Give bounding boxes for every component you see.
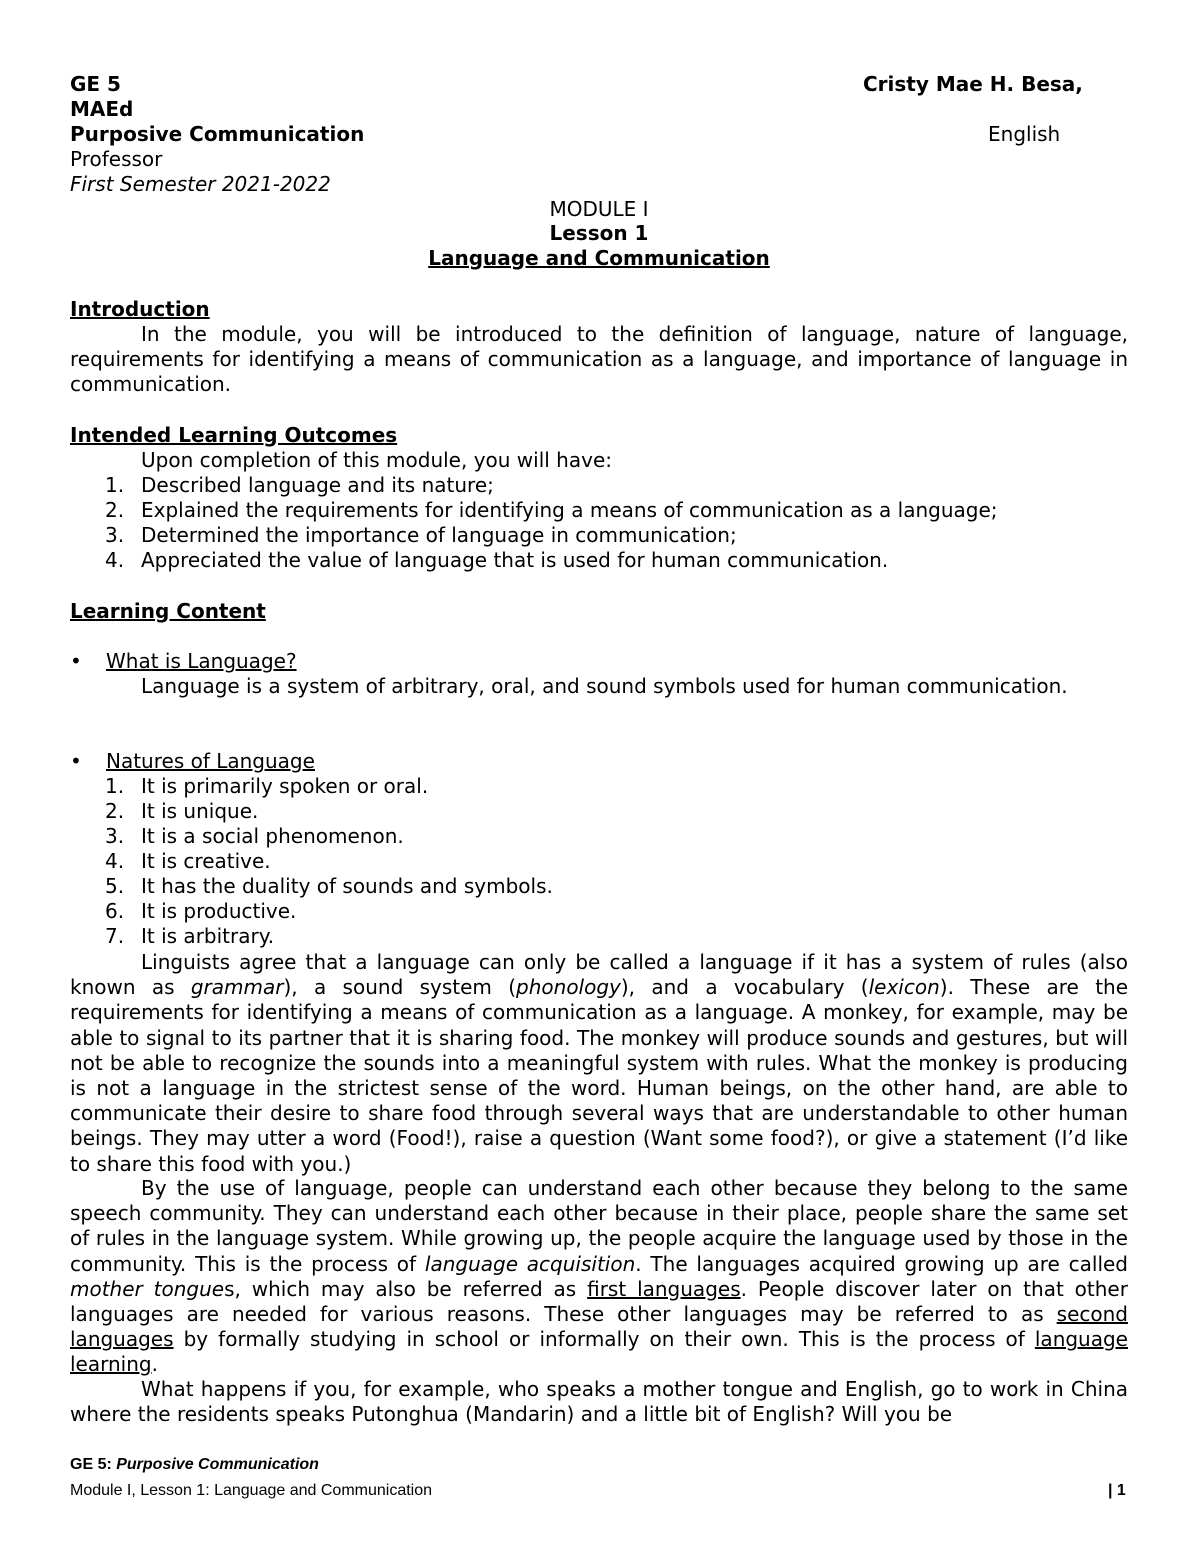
natures-heading: Natures of Language — [106, 749, 315, 773]
outcome-number: 3. — [105, 523, 125, 547]
text-run: s, which may also be referred as — [224, 1276, 588, 1301]
semester: First Semester 2021-2022 — [70, 172, 331, 196]
outcome-number: 4. — [105, 548, 125, 572]
bullet-icon: • — [70, 749, 82, 773]
learning-content-heading: Learning Content — [70, 599, 266, 623]
module-title: MODULE I — [549, 197, 649, 221]
text-run: ), a sound system ( — [283, 975, 517, 1000]
term-first-languages: first languages — [587, 1276, 741, 1301]
outcomes-heading: Intended Learning Outcomes — [70, 423, 398, 447]
nature-number: 1. — [105, 774, 125, 798]
nature-item: It is unique. — [141, 799, 259, 823]
china-paragraph: What happens if you, for example, who speaks a mother tongue and English, go to work in China where the residents speaks Putonghua (Mandarin) and a little bit of English? Will you be — [70, 1377, 1128, 1427]
outcome-item: Described language and its nature; — [141, 473, 494, 497]
text-run: . People discover later on that other languages are needed for various reasons. These other languages may be referred to as — [70, 1276, 1128, 1327]
nature-item: It is arbitrary. — [141, 924, 275, 948]
introduction-paragraph: In the module, you will be introduced to the definition of language, nature of language, requirements for identifying a means of communication as a language, and importance of language in communication. — [70, 322, 1128, 397]
topic-title — [70, 246, 1128, 271]
topic-title-text: Language and Communication — [428, 246, 770, 270]
professor-degree: MAEd — [70, 97, 134, 121]
nature-item: It is primarily spoken or oral. — [141, 774, 429, 798]
nature-item: It has the duality of sounds and symbols. — [141, 874, 553, 898]
nature-number: 3. — [105, 824, 125, 848]
outcome-item: Determined the importance of language in communication; — [141, 523, 737, 547]
bullet-icon: • — [70, 649, 82, 673]
language-definition: Language is a system of arbitrary, oral, and sound symbols used for human communication. — [141, 674, 1068, 698]
nature-number: 4. — [105, 849, 125, 873]
footer-course-prefix: GE 5: — [70, 1456, 117, 1473]
outcomes-lead: Upon completion of this module, you will have: — [141, 448, 612, 472]
lesson-title: Lesson 1 — [549, 221, 649, 245]
text-run: ). These are the requirements for identifying a means of communication as a language. A monkey, for example, may be able to signal to its partner that it is sharing food. The monkey will produce sounds and gestures, but will not be able to recognize the sounds into a meaningful system with rules. What the monkey is producing is not a language in the strictest sense of the word. Human beings, on the other hand, are able to communicate their desire to share food through several ways that are understandable to other human beings. They may utter a word (Food!), raise a question (Want some food?), or give a statement (I’d like to share this food with you.) — [70, 975, 1129, 1176]
outcome-number: 2. — [105, 498, 125, 522]
text-run: By the use of language, people can understand each other because they belong to the same speech community. They can understand each other because in their place, people share the same set of rules in the language system. While growing up, the people acquire the language used by those in the community. This is the process of — [70, 1176, 1128, 1276]
professor-title: Professor — [70, 147, 163, 171]
page-number: | 1 — [1108, 1482, 1126, 1499]
nature-item: It is a social phenomenon. — [141, 824, 404, 848]
outcome-item: Appreciated the value of language that is used for human communication. — [141, 548, 889, 572]
text-run: . — [151, 1352, 158, 1377]
speech-community-paragraph — [70, 1176, 1128, 1378]
term-language-acquisition: language acquisition — [424, 1251, 636, 1276]
course-code: GE 5 — [70, 72, 121, 96]
term-second-languages: second languages — [70, 1302, 1128, 1352]
outcome-item: Explained the requirements for identifying a means of communication as a language; — [141, 498, 998, 522]
term-mother-tongue: mother tongue — [70, 1276, 225, 1301]
text-run: Linguists agree that a language can only be called a language if it has a system of rules (also known as — [70, 950, 1128, 1000]
term-lexicon: lexicon — [868, 975, 940, 1000]
nature-number: 2. — [105, 799, 125, 823]
term-language-learning: language learning — [70, 1327, 1128, 1377]
what-is-language-heading: What is Language? — [106, 649, 297, 673]
outcome-number: 1. — [105, 473, 125, 497]
nature-number: 6. — [105, 899, 125, 923]
professor-name: Cristy Mae H. Besa, — [863, 72, 1083, 96]
footer-course-name: Purposive Communication — [116, 1456, 319, 1473]
text-run: ), and a vocabulary ( — [620, 975, 869, 1000]
nature-number: 7. — [105, 924, 125, 948]
term-grammar: grammar — [190, 975, 284, 1000]
term-phonology: phonology — [516, 975, 621, 1000]
nature-item: It is productive. — [141, 899, 297, 923]
linguists-paragraph — [70, 950, 1128, 1177]
footer-module-line: Module I, Lesson 1: Language and Communication — [70, 1482, 433, 1499]
professor-department: English — [988, 122, 1061, 146]
course-title: Purposive Communication — [70, 122, 365, 146]
nature-item: It is creative. — [141, 849, 271, 873]
text-run: by formally studying in school or informally on their own. This is the process of — [173, 1327, 1035, 1352]
footer-course — [70, 1452, 319, 1477]
introduction-heading: Introduction — [70, 297, 210, 321]
nature-number: 5. — [105, 874, 125, 898]
text-run: . The languages acquired growing up are called — [635, 1251, 1129, 1276]
